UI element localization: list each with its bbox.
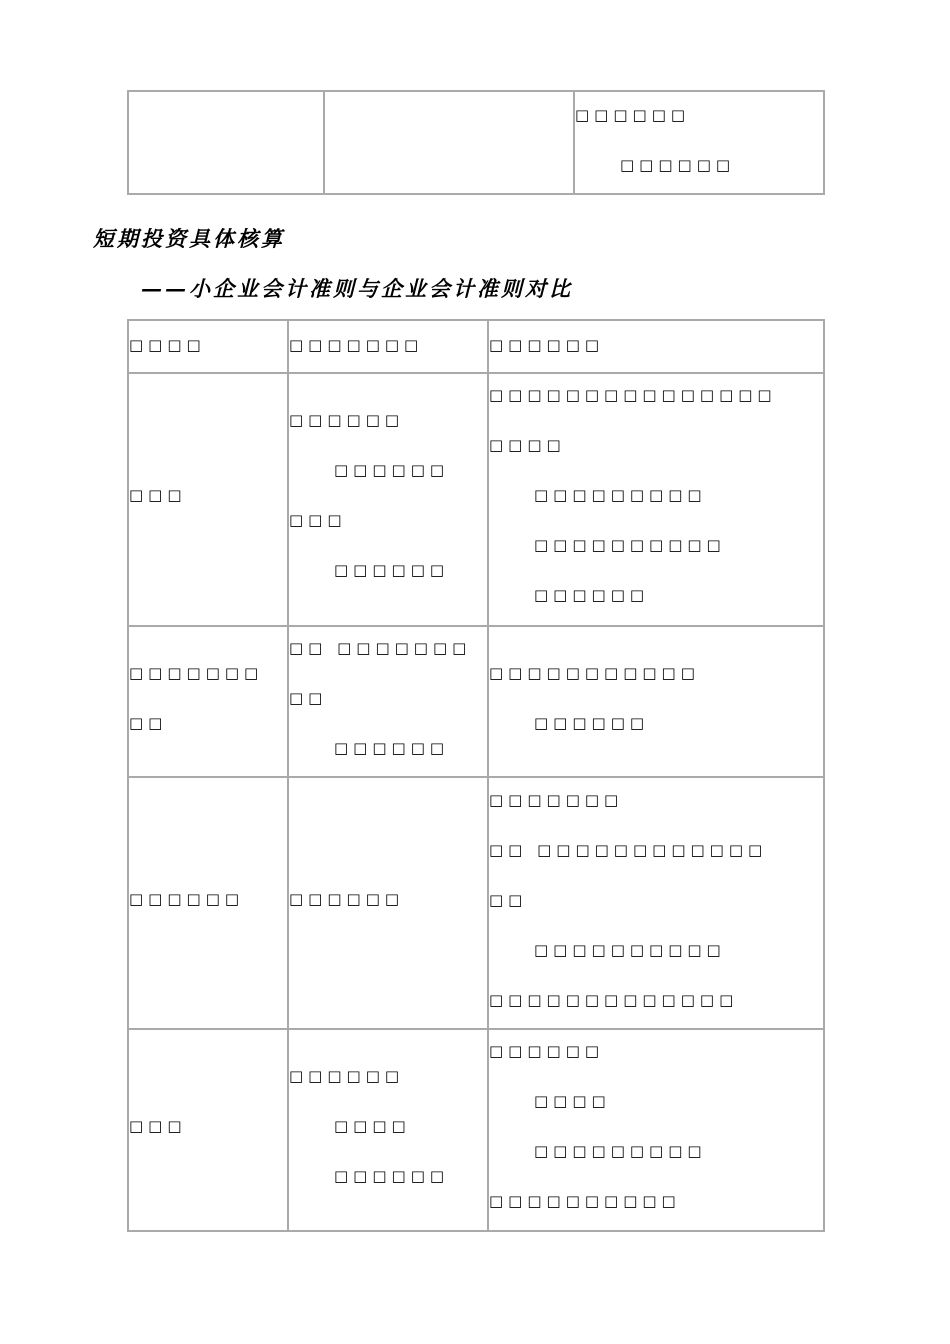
cell-text: □□□□□□ [489,1042,605,1060]
cell-text: □□□□□□□ [129,664,264,682]
cell-text: □□□ [289,511,347,529]
cell-text: □□□□□□□□□□ [489,1192,681,1210]
cell-text: □□□□□□□□□□ [534,536,726,554]
cell-text: □□□□□□ [289,411,405,429]
cell-text: □□□□□□□ [489,791,624,809]
cell-text: □□ [489,891,528,909]
cell-text: □□□□□□□□□□□ [489,664,700,682]
section-title: 短期投资具体核算 [93,226,285,251]
cell-text: □□□□□□□□□ [534,486,707,504]
cell-text: □□□□□□ [334,461,450,479]
cell-text: □□□□□□□□□ [534,1142,707,1160]
comparison-table [127,319,825,1232]
cell-text: □□□□□□□□□□ [534,941,726,959]
table-cell [488,1029,824,1231]
cell-text: □□□□□□ [129,890,245,908]
table-row [128,1029,824,1231]
cell-text: □□□□□□ [534,586,650,604]
cell-text: □□ [289,689,328,707]
cell-text: □□□□□□ [334,561,450,579]
table-cell [128,1029,288,1231]
top-cell-line: □□□□□□ [575,106,691,124]
top-table [127,90,825,195]
top-cell-line: □□□□□□ [620,156,736,174]
table-row [128,777,824,1029]
cell-text: □□□ [129,486,187,504]
header-cell [128,320,288,373]
table-row [128,373,824,626]
cell-text: □□□ [129,1117,187,1135]
table-cell [128,626,288,777]
top-table-cell-2 [324,91,574,194]
table-cell [488,777,824,1029]
cell-text: □□□□□□□□□□□□□□□ [489,386,777,404]
header-text: □□□□□□□ [289,336,424,354]
cell-text: □□□□ [334,1117,411,1135]
header-cell [488,320,824,373]
header-cell [288,320,488,373]
table-cell [488,626,824,777]
cell-text: □□□□ [534,1092,611,1110]
table-cell [288,626,488,777]
cell-text: □□□□□□ [289,1067,405,1085]
table-cell [128,777,288,1029]
cell-text: □□ □□□□□□□ [289,639,472,657]
cell-text: □□□□ [489,436,566,454]
header-text: □□□□ [129,336,206,354]
cell-text: □□□□□□ [534,714,650,732]
cell-text: □□□□□□ [289,890,405,908]
table-cell [288,777,488,1029]
table-cell [488,373,824,626]
cell-text: □□ □□□□□□□□□□□□ [489,841,768,859]
cell-text: □□□□□□□□□□□□□ [489,991,739,1009]
table-row [128,626,824,777]
top-table-cell-3 [574,91,824,194]
table-cell [288,1029,488,1231]
table-cell [288,373,488,626]
top-table-cell-1 [128,91,324,194]
cell-text: □□ [129,714,168,732]
table-header-row [128,320,824,373]
section-subtitle: ——小企业会计准则与企业会计准则对比 [141,276,573,301]
cell-text: □□□□□□ [334,739,450,757]
header-text: □□□□□□ [489,336,605,354]
cell-text: □□□□□□ [334,1167,450,1185]
table-cell [128,373,288,626]
